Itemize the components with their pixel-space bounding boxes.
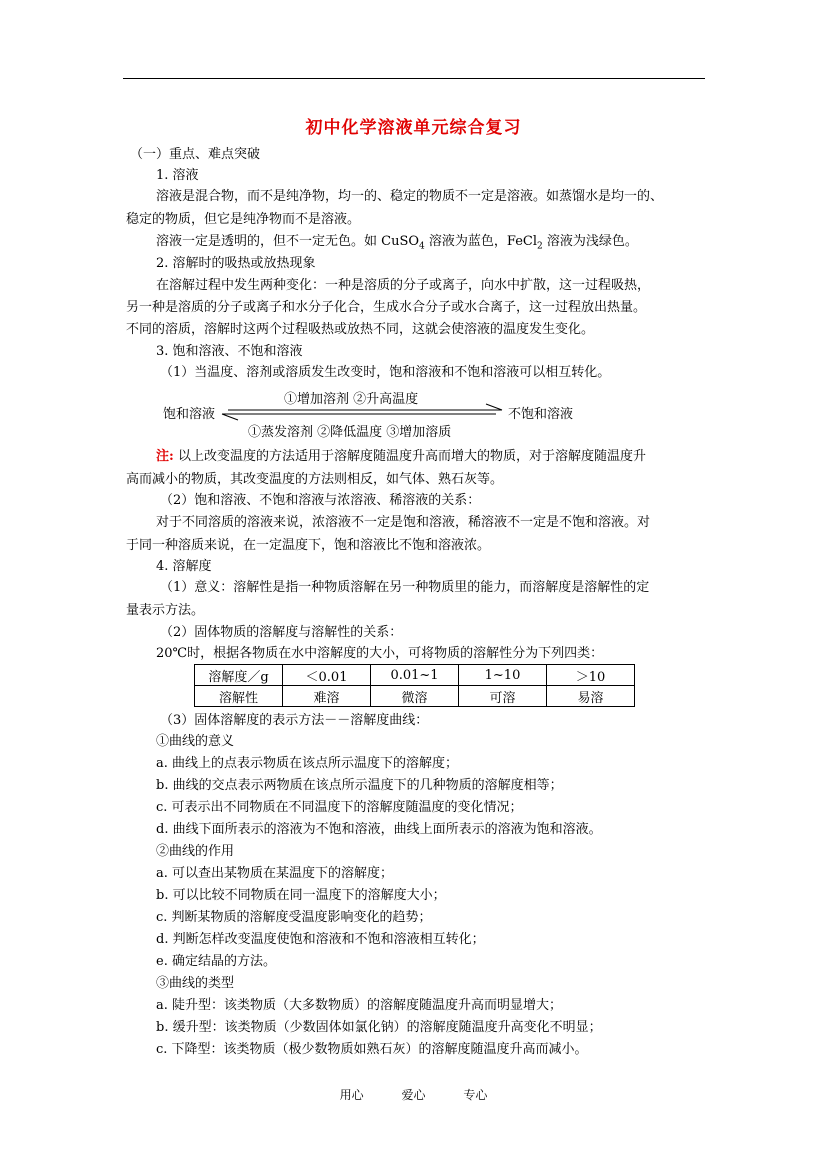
- table-cell: 微溶: [371, 686, 459, 707]
- footer-text: 爱心: [401, 1088, 426, 1102]
- list-item: a. 陡升型：该类物质（大多数物质）的溶解度随温度升高而明显增大；: [156, 998, 563, 1013]
- list-item: e. 确定结晶的方法。: [156, 954, 276, 969]
- s1-p1b: 稳定的物质，但它是纯净物而不是溶液。: [126, 212, 361, 227]
- s4-p3: 20℃时，根据各物质在水中溶解度的大小，可将物质的溶解性分为下列四类：: [156, 646, 604, 661]
- note-text-a: 以上改变温度的方法适用于溶解度随温度升高而增大的物质，对于溶解度随温度升: [173, 449, 646, 464]
- footer-text: 专心: [463, 1088, 488, 1102]
- s4-p2: （2）固体物质的溶解度与溶解性的关系：: [160, 625, 403, 640]
- s4-p1b: 量表示方法。: [126, 603, 205, 618]
- s1-p2: [156, 233, 638, 256]
- forward-arrow-icon: [228, 404, 502, 410]
- section-heading: （一）重点、难点突破: [130, 147, 261, 162]
- backward-arrow-icon: [222, 414, 496, 420]
- table-cell: 易溶: [547, 686, 635, 707]
- curve-meaning-heading: ①曲线的意义: [156, 734, 235, 749]
- header-rule: [123, 78, 705, 79]
- footer-text: 用心: [339, 1088, 364, 1102]
- table-cell: 溶解性: [195, 686, 283, 707]
- solubility-table: [194, 664, 635, 707]
- list-item: b. 可以比较不同物质在同一温度下的溶解度大小；: [156, 888, 446, 903]
- table-cell: 难溶: [283, 686, 371, 707]
- diagram-left-label: 饱和溶液: [163, 407, 216, 422]
- s4-p1a: （1）意义：溶解性是指一种物质溶解在另一种物质里的能力，而溶解度是溶解性的定: [160, 580, 650, 595]
- list-item: d. 判断怎样改变温度使饱和溶液和不饱和溶液相互转化；: [156, 932, 485, 947]
- s1-p2-sub1: 4: [419, 241, 425, 252]
- curve-type-heading: ③曲线的类型: [156, 976, 235, 991]
- table-cell: 0.01~1: [371, 665, 459, 686]
- s3-heading: 3. 饱和溶液、不饱和溶液: [156, 344, 303, 359]
- s2-p1c: 不同的溶质，溶解时这两个过程吸热或放热不同，这就会使溶液的温度发生变化。: [126, 322, 595, 337]
- list-item: d. 曲线下面所表示的溶液为不饱和溶液，曲线上面所表示的溶液为饱和溶液。: [156, 822, 602, 837]
- s3-p2: （2）饱和溶液、不饱和溶液与浓溶液、稀溶液的关系：: [160, 493, 481, 508]
- s2-heading: 2. 溶解时的吸热或放热现象: [156, 256, 316, 271]
- s1-p2-sub2: 2: [537, 241, 543, 252]
- s1-p2-post: 溶液为浅绿色。: [542, 234, 638, 249]
- page-footer: [0, 1086, 827, 1103]
- table-cell: ＞10: [547, 665, 635, 686]
- list-item: b. 曲线的交点表示两物质在该点所示温度下的几种物质的溶解度相等；: [156, 778, 563, 793]
- note-label: 注:: [156, 449, 174, 464]
- diagram-right-label: 不饱和溶液: [508, 407, 574, 422]
- s2-p1a: 在溶解过程中发生两种变化：一种是溶质的分子或离子，向水中扩散，这一过程吸热，: [156, 278, 651, 293]
- list-item: c. 判断某物质的溶解度受温度影响变化的趋势；: [156, 910, 432, 925]
- s1-heading: 1. 溶液: [156, 168, 199, 183]
- table-row: [195, 686, 635, 707]
- diagram-bottom-label: ①蒸发溶剂 ②降低温度 ③增加溶质: [248, 425, 452, 440]
- s3-p3b: 于同一种溶质来说，在一定温度下，饱和溶液比不饱和溶液浓。: [126, 538, 491, 553]
- table-cell: 溶解度／g: [195, 665, 283, 686]
- curve-use-heading: ②曲线的作用: [156, 844, 235, 859]
- table-cell: 1~10: [459, 665, 547, 686]
- diagram-top-label: ①增加溶剂 ②升高温度: [284, 392, 419, 407]
- list-item: a. 曲线上的点表示物质在该点所示温度下的溶解度；: [156, 756, 459, 771]
- s4-p4: （3）固体溶解度的表示方法－－溶解度曲线：: [160, 713, 429, 728]
- page-title: 初中化学溶液单元综合复习: [305, 118, 522, 138]
- table-cell: 可溶: [459, 686, 547, 707]
- s3-note-a: [156, 448, 646, 465]
- s2-p1b: 另一种是溶质的分子或离子和水分子化合，生成水合分子或水合离子，这一过程放出热量。: [126, 300, 647, 315]
- s3-p1: （1）当温度、溶剂或溶质发生改变时，饱和溶液和不饱和溶液可以相互转化。: [160, 365, 611, 380]
- s1-p2-pre: 溶液一定是透明的，但不一定无色。如 CuSO: [156, 234, 420, 249]
- list-item: c. 下降型：该类物质（极少数物质如熟石灰）的溶解度随温度升高而减小。: [156, 1042, 588, 1057]
- s3-note-b: 高而减小的物质，其改变温度的方法则相反，如气体、熟石灰等。: [126, 472, 504, 487]
- table-row: [195, 665, 635, 686]
- list-item: a. 可以查出某物质在某温度下的溶解度；: [156, 866, 394, 881]
- list-item: c. 可表示出不同物质在不同温度下的溶解度随温度的变化情况；: [156, 800, 523, 815]
- s3-p3a: 对于不同溶质的溶液来说，浓溶液不一定是饱和溶液，稀溶液不一定是不饱和溶液。对: [156, 515, 651, 530]
- diagram-arrows: [218, 402, 508, 424]
- list-item: b. 缓升型：该类物质（少数固体如氯化钠）的溶解度随温度升高变化不明显；: [156, 1020, 602, 1035]
- s4-heading: 4. 溶解度: [156, 559, 212, 574]
- table-cell: ＜0.01: [283, 665, 371, 686]
- s1-p1a: 溶液是混合物，而不是纯净物，均一的、稳定的物质不一定是溶液。如蒸馏水是均一的、: [156, 189, 664, 204]
- s1-p2-mid: 溶液为蓝色，FeCl: [424, 234, 537, 249]
